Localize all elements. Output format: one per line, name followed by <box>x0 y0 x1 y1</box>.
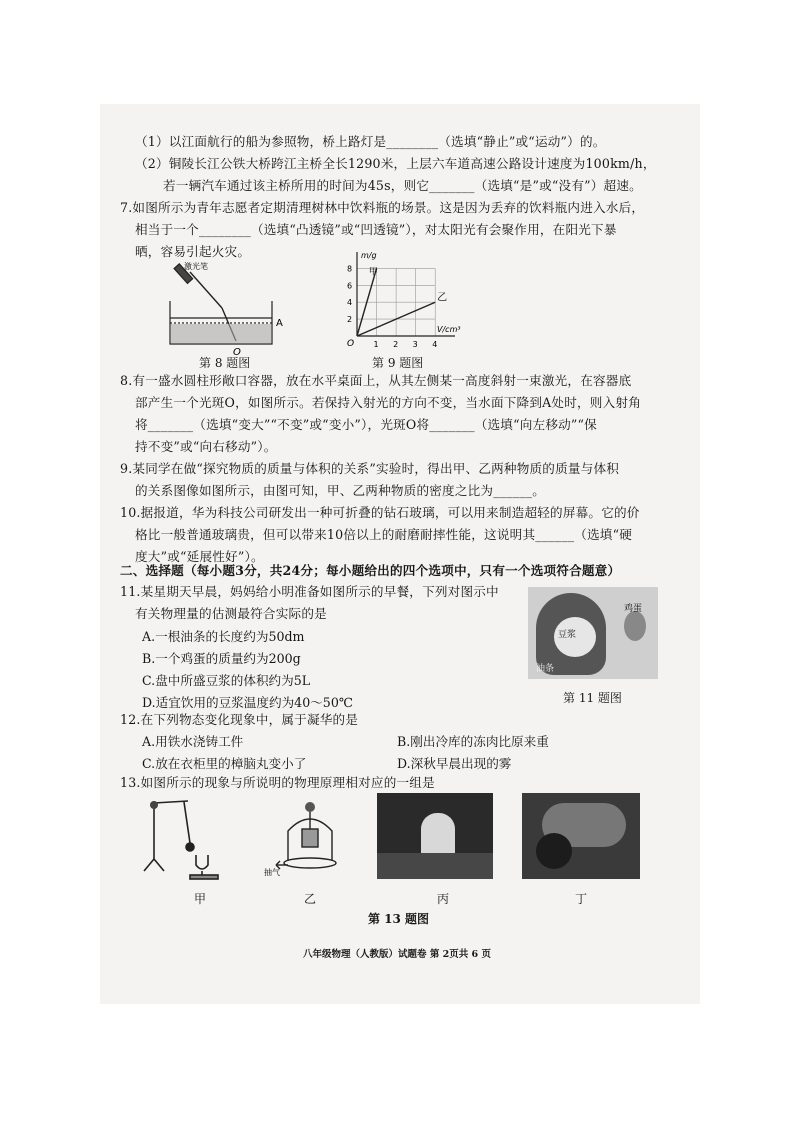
y-tick-label-1: 4 <box>347 298 353 308</box>
q7-line1: 7.如图所示为青年志愿者定期清理树林中饮料瓶的场景。这是因为丢弃的饮料瓶内进入水后， <box>120 200 645 215</box>
q12-option-b: B.刚出冷库的冻肉比原来重 <box>397 734 549 749</box>
soymilk-label: 豆浆 <box>558 630 577 640</box>
fig13-label-ding: 丁 <box>575 892 588 906</box>
section-2-heading: 二、选择题（每小题3分，共24分；每小题给出的四个选项中，只有一个选项符合题意） <box>120 563 621 578</box>
y-tick-label-3: 8 <box>347 264 353 274</box>
y-axis-label: m/g <box>361 252 377 260</box>
y-tick-label-2: 6 <box>347 281 353 291</box>
level-a-label: A <box>276 318 283 329</box>
q9-line2: 的关系图像如图所示，由图可知，甲、乙两种物质的密度之比为______。 <box>135 483 545 498</box>
q11-option-a: A.一根油条的长度约为50dm <box>142 629 305 644</box>
egg-shape <box>624 611 646 641</box>
origin-label: O <box>347 339 355 349</box>
spot-o-label: O <box>233 347 241 356</box>
fig13-label-yi: 乙 <box>304 892 317 906</box>
fig13-ding-photo <box>522 793 640 879</box>
q11-option-d: D.适宜饮用的豆浆温度约为40～50℃ <box>142 695 353 710</box>
q12-option-d: D.深秋早晨出现的雾 <box>397 756 512 771</box>
fig11-breakfast-photo <box>528 587 658 679</box>
youtiao-label: 油条 <box>536 664 555 674</box>
q8-line4: 持不变”或“向右移动”）。 <box>135 439 277 454</box>
q12-option-a: A.用铁水浇铸工件 <box>142 734 244 749</box>
x-axis-label: V/cm³ <box>437 325 461 334</box>
q9-line1: 9.某同学在做“探究物质的质量与体积的关系”实验时，得出甲、乙两种物质的质量与体积 <box>120 461 620 476</box>
q11-option-c: C.盘中所盛豆浆的体积约为5L <box>142 673 311 688</box>
fig13-jia-tuning-fork <box>140 793 236 881</box>
q6-part2-line1: （2）铜陵长江公铁大桥跨江主桥全长1290米，上层六车道高速公路设计速度为100km/h， <box>135 156 656 171</box>
series-label-jia: 甲 <box>368 267 378 278</box>
page-footer: 八年级物理（人教版）试题卷 第 2页共 6 页 <box>303 949 491 960</box>
q11-line1: 11.某星期天早晨，妈妈给小明准备如图所示的早餐，下列对图示中 <box>120 584 499 599</box>
q6-part2-line2: 若一辆汽车通过该主桥所用的时间为45s，则它_______（选填“是”或“没有”）超速。 <box>163 178 642 193</box>
fig13-bing-photo <box>377 793 493 879</box>
egg-label: 鸡蛋 <box>624 604 643 614</box>
x-tick-label-1: 2 <box>393 340 399 349</box>
q12-line: 12.在下列物态变化现象中，属于凝华的是 <box>120 712 359 727</box>
x-tick-label-0: 1 <box>373 340 379 349</box>
laser-beam-incident <box>190 272 222 308</box>
x-tick-label-3: 4 <box>432 340 438 349</box>
fig13-label-jia: 甲 <box>194 892 207 906</box>
fig9-caption: 第 9 题图 <box>372 356 424 370</box>
q10-line3: 度大”或“延展性好”）。 <box>135 549 264 564</box>
tire-shape <box>536 833 572 869</box>
fig11-caption: 第 11 题图 <box>563 691 622 705</box>
q7-line2: 相当于一个________（选填“凸透镜”或“凹透镜”），对太阳光有会聚作用，在阳光下暴 <box>135 222 617 237</box>
q11-line2: 有关物理量的估测最符合实际的是 <box>135 606 327 621</box>
q6-part1: （1）以江面航行的船为参照物，桥上路灯是________（选填“静止”或“运动”）的。 <box>135 134 606 149</box>
q11-option-b: B.一个鸡蛋的质量约为200g <box>142 651 301 666</box>
fig13-caption: 第 13 题图 <box>368 912 430 926</box>
laser-pen-label: 激光笔 <box>184 262 208 271</box>
fig13-yi-bell-jar <box>262 793 358 881</box>
y-tick-label-0: 2 <box>347 315 353 325</box>
figure-9-chart <box>335 252 465 352</box>
fig8-caption: 第 8 题图 <box>199 356 251 370</box>
q10-line1: 10.据报道，华为科技公司研发出一种可折叠的钻石玻璃，可以用来制造超轻的屏幕。它的价 <box>120 505 640 520</box>
q7-line3: 晒，容易引起火灾。 <box>135 244 251 259</box>
q8-line1: 8.有一盛水圆柱形敞口容器，放在水平桌面上，从其左侧某一高度斜射一束激光，在容器底 <box>120 373 632 388</box>
series-label-yi: 乙 <box>437 292 448 304</box>
q8-line2: 部产生一个光斑O，如图所示。若保持入射光的方向不变，当水面下降到A处时，则入射角 <box>135 395 641 410</box>
q10-line2: 格比一般普通玻璃贵，但可以带来10倍以上的耐磨耐摔性能，这说明其______（选填“硬 <box>135 527 633 542</box>
fig13-label-bing: 丙 <box>437 892 450 906</box>
q13-line: 13.如图所示的现象与所说明的物理原理相对应的一组是 <box>120 775 435 790</box>
q12-option-c: C.放在衣柜里的樟脑丸变小了 <box>142 756 307 771</box>
water-hatch <box>171 324 271 343</box>
figure-8 <box>150 256 290 356</box>
ground-shape <box>377 853 493 879</box>
x-tick-label-2: 3 <box>412 340 418 349</box>
q8-line3: 将_______（选填“变大”“不变”或“变小”），光斑O将_______（选填“向左移动”“保 <box>135 417 597 432</box>
pump-label: 抽气 <box>264 868 280 877</box>
